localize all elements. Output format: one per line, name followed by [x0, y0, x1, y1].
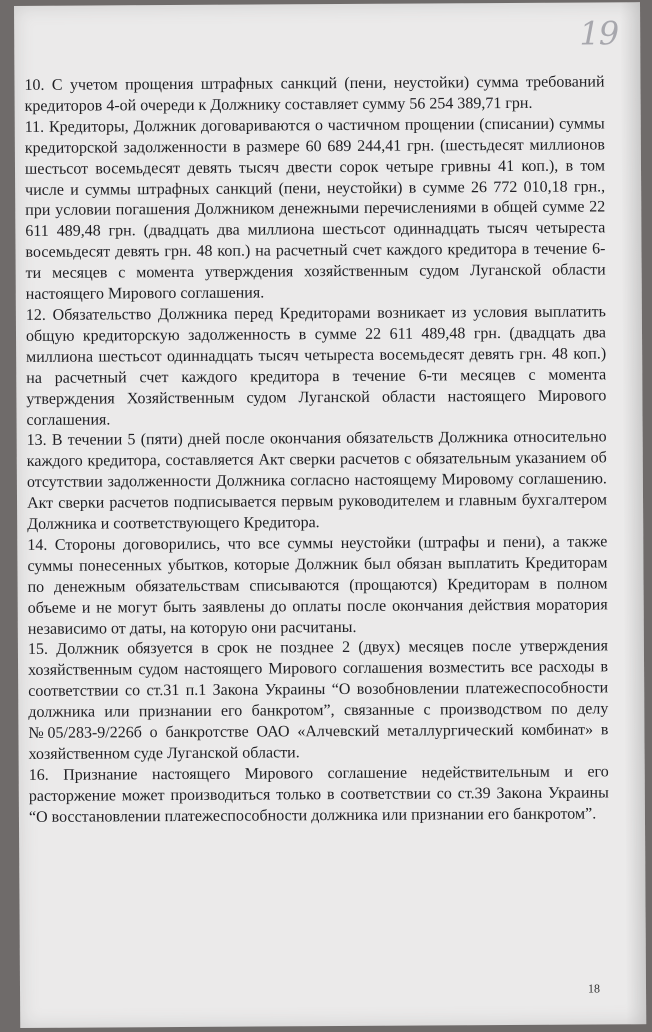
document-page — [14, 2, 646, 1028]
paragraph-13: 13. В течении 5 (пяти) дней после окончания обязательств Должника относительно каждого кредитора, составляется Акт сверки расчетов с обязательным указанием об отсутствии задолженности Должника согласно настоящему Мировому соглашению. Акт сверки расчетов подписывается первым руководителем и главным бухгалтером Должника и соответствующего Кредитора. — [26, 428, 608, 533]
paragraph-14: 14. Стороны договорились, что все суммы неустойки (штрафы и пени), а также суммы понесенных убытков, которые Должник был обязан выплатить Кредиторам по денежным обязательствам списываются (прощаются) Кредиторам в полном объеме и не могут быть заявлены до оплаты после окончания действия моратория независимо от даты, на которую они расчитаны. — [27, 533, 608, 638]
printed-page-number: 18 — [587, 981, 601, 996]
paragraph-12: 12. Обязательство Должника перед Кредиторами возникает из условия выплатить общую кредиторскую задолженность в сумме 22 611 489,48 грн. (двадцать два миллиона шестьсот одиннадцать тысяч четыреста восемьдесят девять грн. 48 коп.) на расчетный счет каждого кредитора в течение 6-ти месяцев с момента утверждения Хозяйственным судом Луганской области настоящего Мирового соглашения. — [25, 303, 607, 429]
scan-shadow — [620, 2, 646, 1024]
paragraph-16: 16. Признание настоящего Мирового соглашение недействительным и его расторжение может производиться только в соответствии со ст.39 Закона Украины “О восстановлении платежеспособности должника или признании его банкротом”. — [28, 763, 609, 826]
paragraph-15: 15. Должник обязуется в срок не позднее 2 (двух) месяцев после утверждения хозяйственным судом настоящего Мирового соглашения возместить все расходы в соответствии со ст.31 п.1 Закона Украины “О возобновлении платежеспособности должника или признании его банкротом”, связанные с производством по делу №05/283-9/226б о банкротстве ОАО «Алчевский металлургический комбинат» в хозяйственном суде Луганской области. — [27, 637, 609, 763]
paragraph-11: 11. Кредиторы, Должник договариваются о частичном прощении (списании) суммы кредиторской задолженности в размере 60 689 244,41 грн. (шестьдесят миллионов шестьсот восемьдесят девять тысяч двести сорок четыре гривны 41 коп.), в том числе и суммы штрафных санкций (пени, неустойки) в сумме 26 772 010,18 грн., при условии погашения Должником денежными перечислениями в общей сумме 22 611 489,48 грн. (двадцать два миллиона шестьсот одиннадцать тысяч четыреста восемьдесят девять грн. 48 коп.) на расчетный счет каждого кредитора в течение 6-ти месяцев с момента утверждения хозяйственным судом Луганской области настоящего Мирового соглашения. — [24, 115, 606, 303]
handwritten-page-number: 19 — [579, 14, 619, 53]
agreement-text — [24, 72, 609, 828]
paragraph-10: 10. С учетом прощения штрафных санкций (пени, неустойки) сумма требований кредиторов 4-ой очереди к Должнику составляет сумму 56 254 389,71 грн. — [24, 73, 605, 115]
